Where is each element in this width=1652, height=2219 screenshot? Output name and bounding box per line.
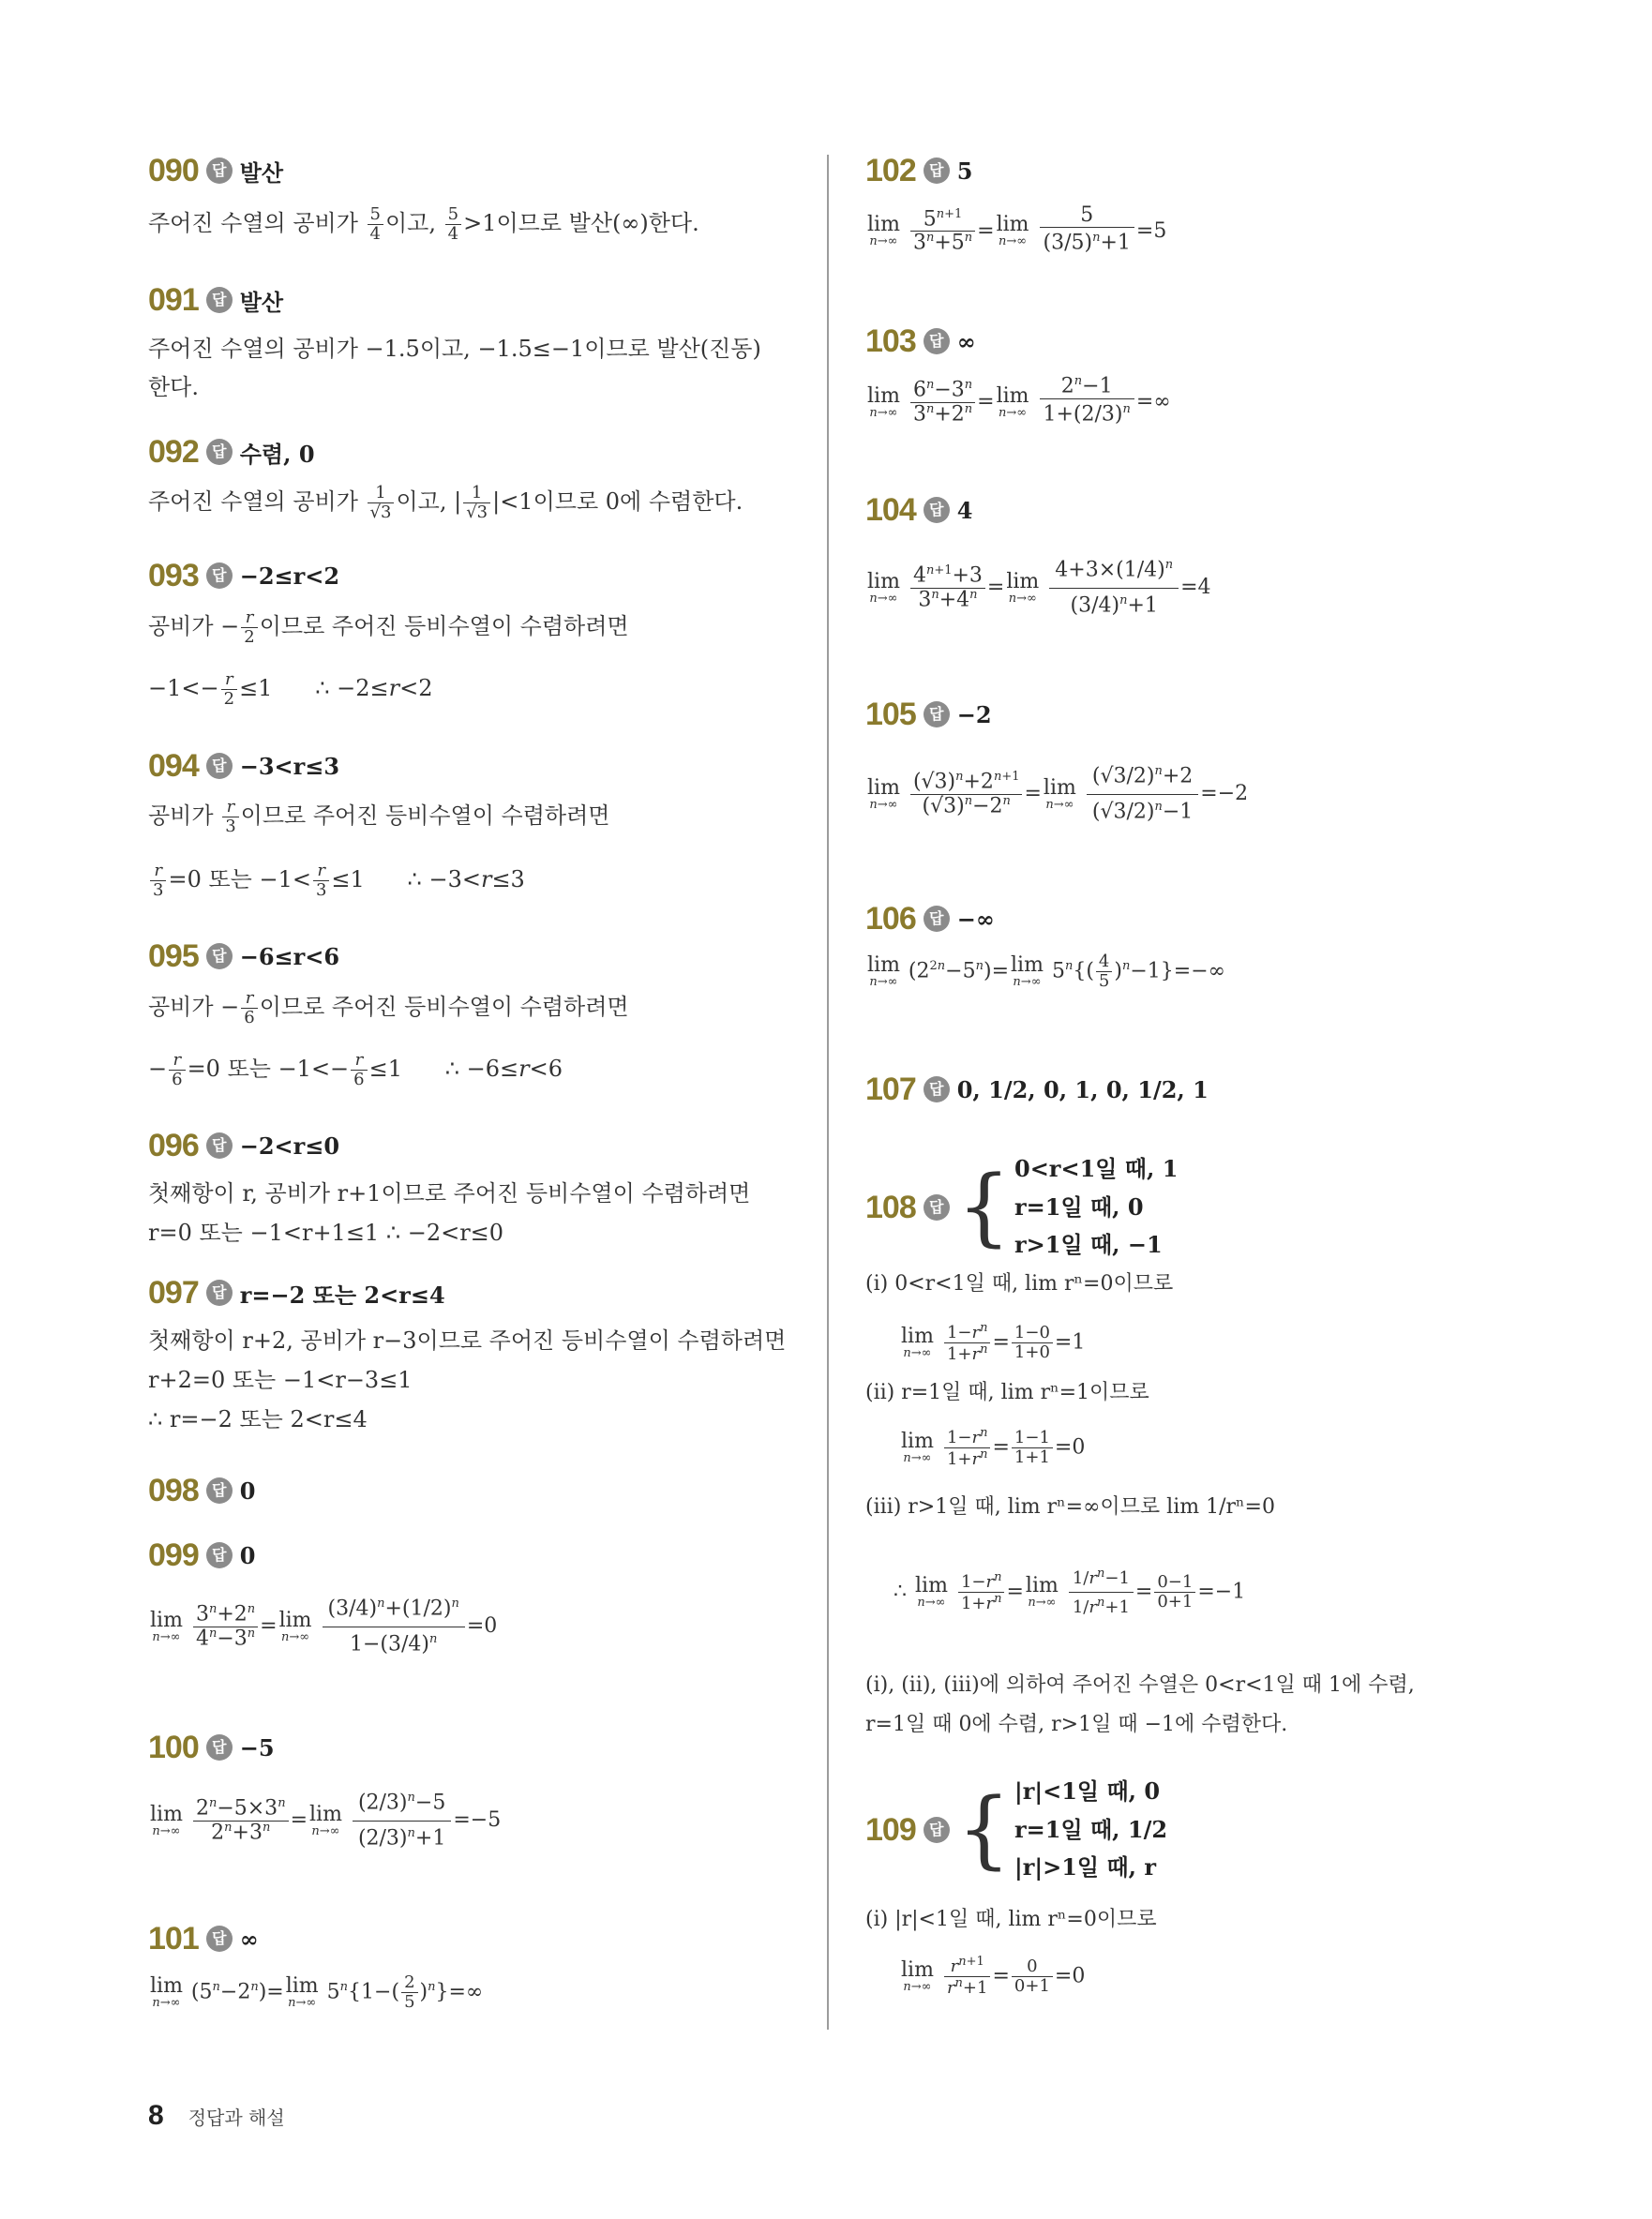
problem-number: 093 [148, 557, 199, 593]
answer: 0 [239, 1477, 256, 1505]
problem-number: 108 [865, 1189, 916, 1225]
answer-badge: 답 [206, 157, 233, 184]
problem-104 [865, 489, 972, 531]
answer-badge: 답 [206, 1132, 233, 1159]
equation: lim n→∞ $(2^{2n}-5^n)=\lim$ n→∞ 5$^n${( $\frac{4}{5}$ )$^n$−1}=−∞ [867, 952, 1225, 991]
answer-cases: |r|<1일 때, 0 r=1일 때, 1/2 |r|>1일 때, r [1014, 1777, 1168, 1882]
equation: lim n→∞ $(5^n-2^n)=\lim$ n→∞ $5^n\{1-$( $\frac{2}{5}$ )$^n$}=∞ [150, 1972, 484, 2012]
answer: 4 [956, 496, 973, 524]
answer-badge: 답 [924, 328, 950, 354]
explanation-line: $\frac{r}{3}$ =0 또는 −1< $\frac{r}{3}$ ≤1 ∴ −3<r≤3 [148, 861, 525, 900]
equation: lim n→∞ $\frac{1-r^n}{1+r^n}$ = $\frac{1-0}{1+0}$ =1 [901, 1321, 1086, 1364]
problem-100 [148, 1727, 275, 1768]
equation: lim n→∞ $\frac{1-r^n}{1+r^n}$ = $\frac{1-1}{1+1}$ =0 [901, 1426, 1086, 1469]
equation: lim n→∞ $\frac{3^n+2^n}{4^n-3^n}$ =lim n→∞ $\frac{(3/4)^n+(1/2)^n}{1-(3/4)^n}$ =0 [148, 1592, 497, 1661]
problem-number: 104 [865, 491, 916, 528]
answer: 발산 [239, 158, 284, 187]
answer: 0, 1/2, 0, 1, 0, 1/2, 1 [956, 1075, 1209, 1103]
problem-106 [865, 898, 995, 939]
problem-105 [865, 694, 992, 735]
case-brace: { [956, 1158, 1011, 1256]
problem-number: 102 [865, 152, 916, 188]
problem-096 [148, 1125, 339, 1166]
answer-badge: 답 [924, 906, 950, 932]
case-brace: { [956, 1780, 1011, 1879]
equation: lim n→∞ $\frac{2^n-5\times 3^n}{2^n+3^n}$ =lim n→∞ $\frac{(2/3)^n-5}{(2/3)^n+1}$ =−5 [148, 1786, 501, 1855]
answer: 발산 [239, 288, 284, 316]
answer: −2 [956, 700, 992, 728]
equation: lim n→∞ $\frac{6^n-3^n}{3^n+2^n}$ =lim n→∞ $\frac{2^n-1}{1+(2/3)^n}$ =∞ [867, 374, 1171, 426]
explanation-line: 공비가 − $\frac{r}{6}$ 이므로 주어진 등비수열이 수렴하려면 [148, 988, 629, 1027]
problem-number: 094 [148, 747, 199, 784]
answer: −2<r≤0 [239, 1132, 340, 1160]
problem-108 [865, 1151, 1178, 1264]
problem-number: 106 [865, 900, 916, 937]
problem-103 [865, 321, 976, 362]
answer-badge: 답 [924, 1076, 950, 1102]
problem-number: 092 [148, 433, 199, 470]
answer-badge: 답 [206, 943, 233, 969]
page-footer [148, 2100, 285, 2132]
answer-badge: 답 [206, 562, 233, 589]
answer-badge: 답 [206, 753, 233, 779]
answer-badge: 답 [206, 1477, 233, 1504]
explanation-line: ∴ r=−2 또는 2<r≤4 [148, 1406, 368, 1432]
answer: 5 [956, 157, 973, 185]
answer-badge: 답 [924, 1817, 950, 1843]
explanation-line: 주어진 수열의 공비가 −1.5이고, −1.5≤−1이므로 발산(진동) [148, 336, 761, 362]
page-section-title: 정답과 해설 [188, 2106, 285, 2129]
equation: lim n→∞ $\frac{4^{n+1}+3}{3^n+4^n}$ =lim n→∞ $\frac{4+3\times(1/4)^n}{(3/4)^n+1}$ =4 [865, 553, 1211, 622]
answer-badge: 답 [924, 497, 950, 523]
explanation-line: (ⅲ) r>1일 때, lim rⁿ=∞이므로 lim 1/rⁿ=0 [865, 1495, 1275, 1519]
answer-badge: 답 [206, 1542, 233, 1568]
problem-092 [148, 431, 315, 472]
explanation-line: (ⅰ) 0<r<1일 때, lim rⁿ=0이므로 [865, 1272, 1174, 1296]
problem-number: 097 [148, 1274, 199, 1311]
explanation-line: (ⅱ) r=1일 때, lim rⁿ=1이므로 [865, 1381, 1149, 1404]
answer: ∞ [956, 327, 976, 355]
explanation-line: 주어진 수열의 공비가 $\frac{1}{√3}$ 이고, | $\frac{1}{√3}$ |<1이므로 0에 수렴한다. [148, 483, 743, 522]
problem-number: 096 [148, 1127, 199, 1163]
explanation-line: −1<− $\frac{r}{2}$ ≤1 ∴ −2≤r<2 [148, 669, 433, 709]
problem-093 [148, 555, 339, 596]
problem-number: 105 [865, 696, 916, 732]
answer: 수렴, 0 [239, 440, 315, 468]
problem-109 [865, 1774, 1167, 1886]
answer: r=−2 또는 2<r≤4 [239, 1281, 445, 1309]
problem-095 [148, 936, 339, 977]
problem-107 [865, 1069, 1209, 1110]
explanation-line: 주어진 수열의 공비가 $\frac{5}{4}$ 이고, $\frac{5}{4}$ >1이므로 발산(∞)한다. [148, 204, 699, 244]
equation: lim n→∞ $\frac{5^{n+1}}{3^n+5^n}$ =lim n→∞ $\frac{5}{(3/5)^n+1}$ =5 [867, 203, 1167, 255]
answer-badge: 답 [206, 1734, 233, 1761]
explanation-line: 공비가 − $\frac{r}{2}$ 이므로 주어진 등비수열이 수렴하려면 [148, 607, 629, 647]
explanation-line: 한다. [148, 374, 199, 400]
problem-number: 091 [148, 281, 199, 318]
answer-badge: 답 [924, 157, 950, 184]
problem-098 [148, 1470, 255, 1511]
explanation-line: − $\frac{r}{6}$ =0 또는 −1<− $\frac{r}{6}$ ≤1 ∴ −6≤r<6 [148, 1050, 563, 1089]
answer: −∞ [956, 905, 995, 933]
answer: −5 [239, 1733, 275, 1762]
problem-090 [148, 150, 283, 191]
problem-097 [148, 1272, 445, 1313]
answer-badge: 답 [206, 1280, 233, 1306]
explanation-line: (ⅰ) |r|<1일 때, lim rⁿ=0이므로 [865, 1908, 1157, 1931]
answer-badge: 답 [206, 1926, 233, 1952]
answer: −2≤r<2 [239, 562, 340, 590]
problem-number: 098 [148, 1472, 199, 1508]
answer-badge: 답 [206, 439, 233, 465]
page-number: 8 [148, 2100, 164, 2131]
problem-102 [865, 150, 972, 191]
explanation-line: 첫째항이 r+2, 공비가 r−3이므로 주어진 등비수열이 수렴하려면 [148, 1327, 787, 1354]
problem-number: 095 [148, 937, 199, 974]
explanation-line: r=0 또는 −1<r+1≤1 ∴ −2<r≤0 [148, 1220, 504, 1246]
answer-badge: 답 [924, 701, 950, 727]
problem-number: 109 [865, 1811, 916, 1848]
answer: −3<r≤3 [239, 752, 340, 780]
explanation-line: 공비가 $\frac{r}{3}$ 이므로 주어진 등비수열이 수렴하려면 [148, 797, 610, 836]
problem-number: 100 [148, 1729, 199, 1765]
problem-094 [148, 745, 339, 787]
explanation-line: 첫째항이 r, 공비가 r+1이므로 주어진 등비수열이 수렴하려면 [148, 1180, 751, 1207]
problem-number: 101 [148, 1920, 199, 1957]
answer-cases: 0<r<1일 때, 1 r=1일 때, 0 r>1일 때, −1 [1014, 1154, 1179, 1259]
answer: −6≤r<6 [239, 942, 340, 970]
explanation-line: r=1일 때 0에 수렴, r>1일 때 −1에 수렴한다. [865, 1713, 1288, 1736]
answer: 0 [239, 1541, 256, 1569]
problem-091 [148, 279, 283, 321]
answer-badge: 답 [924, 1194, 950, 1221]
explanation-line: (ⅰ), (ⅱ), (ⅲ)에 의하여 주어진 수열은 0<r<1일 때 1에 수렴, [865, 1673, 1415, 1697]
problem-101 [148, 1918, 259, 1959]
answer: ∞ [239, 1925, 259, 1953]
problem-number: 107 [865, 1071, 916, 1107]
explanation-line: r+2=0 또는 −1<r−3≤1 [148, 1367, 413, 1393]
column-divider [827, 155, 829, 2030]
problem-099 [148, 1535, 255, 1576]
problem-number: 090 [148, 152, 199, 188]
problem-number: 099 [148, 1537, 199, 1573]
equation: ∴ lim n→∞ $\frac{1-r^n}{1+r^n}$ =lim n→∞ $\frac{1/r^n-1}{1/r^n+1}$ = $\frac{0-1}{0+1}$ =−1 [894, 1564, 1245, 1621]
equation: lim n→∞ $\frac{r^{n+1}}{r^n+1}$ = $\frac{0}{0+1}$ =0 [901, 1955, 1086, 1998]
equation: lim n→∞ $\frac{(√3)^n+2^{n+1}}{(√3)^n-2^n}$ =lim n→∞ $\frac{(√3/2)^n+2}{(√3/2)^n-1}$ =−2 [865, 759, 1248, 829]
answer-badge: 답 [206, 287, 233, 313]
problem-number: 103 [865, 322, 916, 359]
